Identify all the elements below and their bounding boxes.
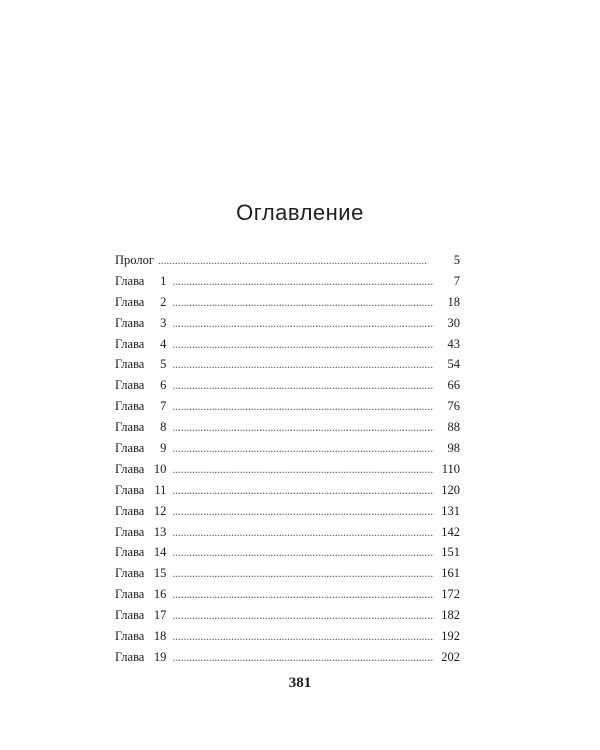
toc-entry[interactable] xyxy=(115,396,460,417)
toc-list xyxy=(115,250,460,668)
toc-title: Оглавление xyxy=(236,200,364,225)
dot-leader xyxy=(172,542,434,563)
toc-entry[interactable] xyxy=(115,605,460,626)
toc-entry-number: 4 xyxy=(160,336,167,351)
toc-entry-word: Глава xyxy=(115,503,145,518)
toc-entry-number: 3 xyxy=(160,315,167,330)
toc-entry-label xyxy=(115,480,168,501)
toc-entry-label xyxy=(115,334,168,355)
toc-entry-label xyxy=(115,542,168,563)
toc-entry-label xyxy=(115,271,168,292)
toc-entry-number: 1 xyxy=(160,273,167,288)
toc-entry-label xyxy=(115,438,168,459)
toc-entry-page: 7 xyxy=(453,273,460,288)
page-number: 381 xyxy=(288,675,312,691)
dot-leader xyxy=(172,417,434,438)
toc-entry-number: 8 xyxy=(160,420,167,435)
toc-entry-label xyxy=(115,459,168,480)
toc-entry-label xyxy=(115,354,168,375)
toc-entry-label xyxy=(115,375,168,396)
toc-entry-page: 54 xyxy=(447,357,460,372)
toc-entry-label xyxy=(115,584,168,605)
dot-leader xyxy=(172,396,434,417)
toc-entry[interactable] xyxy=(115,250,460,271)
toc-entry[interactable] xyxy=(115,271,460,292)
toc-entry-number: 10 xyxy=(153,461,167,476)
toc-entry-page: 151 xyxy=(441,545,460,560)
dot-leader xyxy=(172,647,434,668)
dot-leader xyxy=(172,584,434,605)
toc-entry-word: Глава xyxy=(115,294,145,309)
toc-entry[interactable] xyxy=(115,522,460,543)
dot-leader xyxy=(172,563,434,584)
toc-entry[interactable] xyxy=(115,354,460,375)
toc-entry-number: 9 xyxy=(160,441,167,456)
toc-entry-number: 2 xyxy=(160,294,167,309)
toc-entry-word: Глава xyxy=(115,524,145,539)
toc-entry-word: Глава xyxy=(115,273,145,288)
toc-entry-page: 120 xyxy=(441,482,460,497)
toc-entry-word: Глава xyxy=(115,629,145,644)
toc-entry-page: 161 xyxy=(441,566,460,581)
toc-entry[interactable] xyxy=(115,626,460,647)
toc-entry-label xyxy=(115,313,168,334)
toc-entry-label xyxy=(115,522,168,543)
dot-leader xyxy=(172,522,434,543)
toc-entry-word: Глава xyxy=(115,357,145,372)
dot-leader xyxy=(172,438,434,459)
toc-entry-number: 17 xyxy=(153,608,167,623)
toc-entry-number: 16 xyxy=(153,587,167,602)
toc-entry-word: Глава xyxy=(115,545,145,560)
toc-entry-label xyxy=(115,501,168,522)
toc-entry-page: 18 xyxy=(447,294,460,309)
toc-entry-label xyxy=(115,250,154,271)
toc-entry[interactable] xyxy=(115,459,460,480)
toc-entry-word: Глава xyxy=(115,336,145,351)
dot-leader xyxy=(172,334,434,355)
dot-leader xyxy=(172,313,434,334)
toc-entry-word: Глава xyxy=(115,482,145,497)
toc-entry-number: 7 xyxy=(160,399,167,414)
toc-entry-word: Глава xyxy=(115,649,145,664)
toc-entry-label xyxy=(115,563,168,584)
toc-entry-page: 110 xyxy=(441,461,460,476)
toc-entry-label xyxy=(115,647,168,668)
toc-entry-page: 131 xyxy=(441,503,460,518)
toc-entry[interactable] xyxy=(115,563,460,584)
toc-entry-number: 15 xyxy=(153,566,167,581)
dot-leader xyxy=(172,459,434,480)
dot-leader xyxy=(172,292,434,313)
toc-entry[interactable] xyxy=(115,417,460,438)
toc-entry-number: 12 xyxy=(153,503,167,518)
dot-leader xyxy=(158,250,434,271)
toc-entry-number: 11 xyxy=(154,482,167,497)
toc-entry-page: 76 xyxy=(447,399,460,414)
toc-entry-word: Глава xyxy=(115,315,145,330)
dot-leader xyxy=(172,271,434,292)
toc-entry-word: Глава xyxy=(115,378,145,393)
toc-entry-word: Глава xyxy=(115,441,145,456)
toc-entry-number: 5 xyxy=(160,357,167,372)
toc-entry-page: 30 xyxy=(447,315,460,330)
toc-entry-number: 18 xyxy=(153,629,167,644)
toc-entry[interactable] xyxy=(115,292,460,313)
dot-leader xyxy=(172,626,434,647)
dot-leader xyxy=(172,605,434,626)
toc-entry[interactable] xyxy=(115,313,460,334)
dot-leader xyxy=(172,375,434,396)
toc-entry-word: Глава xyxy=(115,420,145,435)
toc-entry-page: 66 xyxy=(447,378,460,393)
toc-entry[interactable] xyxy=(115,542,460,563)
toc-entry-page: 5 xyxy=(453,253,460,267)
toc-entry-label xyxy=(115,417,168,438)
toc-entry-label xyxy=(115,605,168,626)
toc-entry[interactable] xyxy=(115,375,460,396)
dot-leader xyxy=(172,501,434,522)
toc-entry-label xyxy=(115,396,168,417)
toc-entry-page: 182 xyxy=(441,608,460,623)
toc-entry-page: 172 xyxy=(441,587,460,602)
dot-leader xyxy=(172,480,434,501)
toc-entry[interactable] xyxy=(115,480,460,501)
toc-entry-page: 43 xyxy=(447,336,460,351)
toc-entry-word: Пролог xyxy=(115,253,154,267)
toc-entry[interactable] xyxy=(115,334,460,355)
toc-entry-word: Глава xyxy=(115,608,145,623)
toc-entry[interactable] xyxy=(115,647,460,668)
toc-entry-word: Глава xyxy=(115,399,145,414)
toc-entry-word: Глава xyxy=(115,587,145,602)
toc-entry[interactable] xyxy=(115,438,460,459)
toc-entry-number: 6 xyxy=(160,378,167,393)
toc-entry-number: 14 xyxy=(153,545,167,560)
toc-entry-word: Глава xyxy=(115,461,145,476)
toc-entry-page: 88 xyxy=(447,420,460,435)
toc-entry-label xyxy=(115,626,168,647)
toc-entry-number: 13 xyxy=(153,524,167,539)
toc-entry-number: 19 xyxy=(153,649,167,664)
toc-entry-page: 202 xyxy=(441,649,460,664)
toc-entry-page: 192 xyxy=(441,629,460,644)
toc-entry-page: 142 xyxy=(441,524,460,539)
toc-entry[interactable] xyxy=(115,501,460,522)
toc-entry-label xyxy=(115,292,168,313)
toc-entry-word: Глава xyxy=(115,566,145,581)
dot-leader xyxy=(172,354,434,375)
toc-entry[interactable] xyxy=(115,584,460,605)
toc-entry-page: 98 xyxy=(447,441,460,456)
